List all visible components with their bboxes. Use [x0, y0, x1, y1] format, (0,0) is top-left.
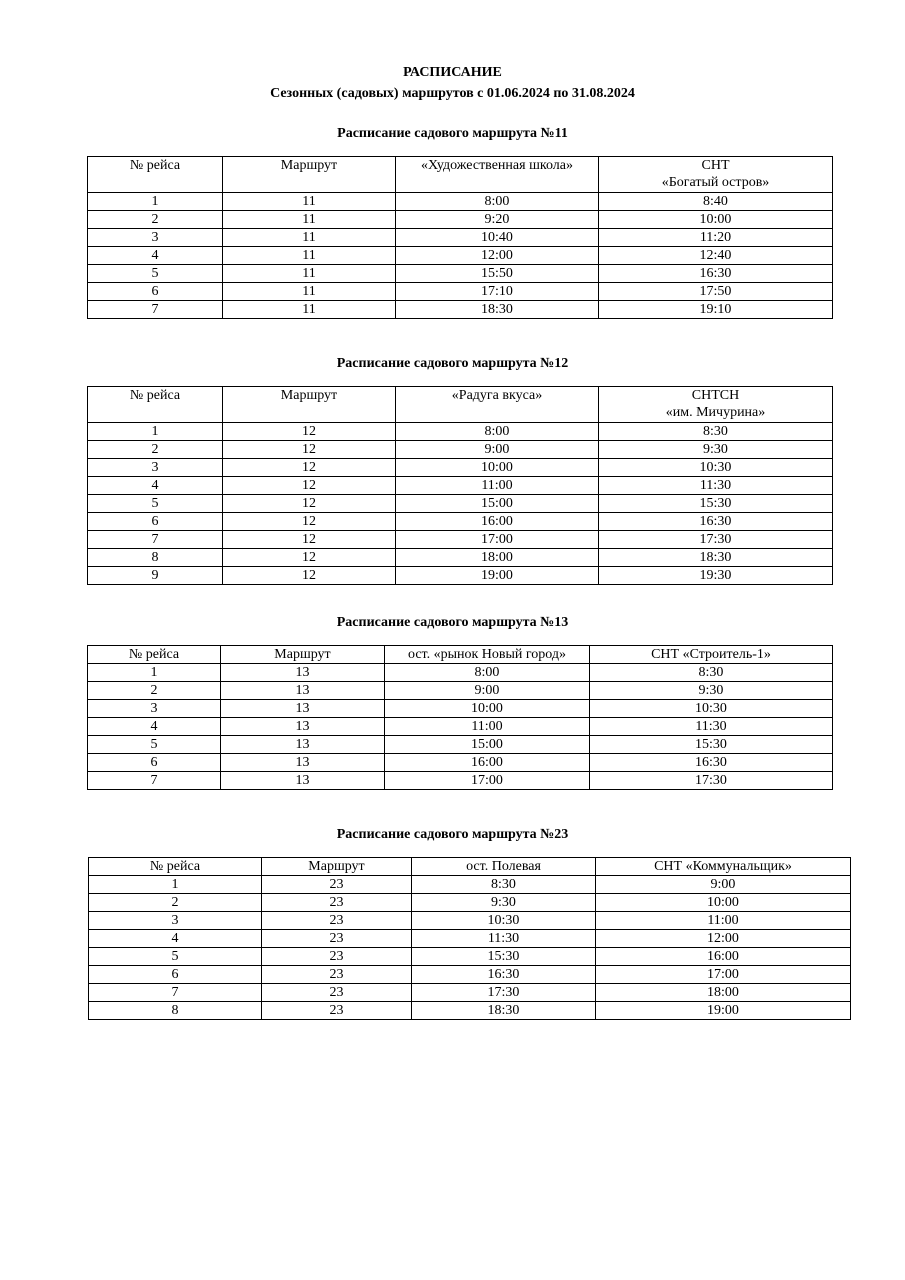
cell-trip-number: 1 [88, 423, 223, 441]
table-header-row [88, 646, 833, 664]
table-row [88, 664, 833, 682]
cell-arrival-stop: 11:30 [599, 477, 833, 495]
cell-route: 11 [223, 283, 396, 301]
cell-trip-number: 4 [88, 247, 223, 265]
cell-arrival-stop: 19:00 [596, 1002, 851, 1020]
table-header-row [88, 387, 833, 423]
table-row [88, 229, 833, 247]
cell-route: 13 [221, 772, 385, 790]
cell-departure-stop: 16:00 [396, 513, 599, 531]
cell-arrival-stop: 9:00 [596, 876, 851, 894]
section-title-route-12: Расписание садового маршрута №12 [336, 356, 569, 371]
cell-arrival-stop: 11:20 [599, 229, 833, 247]
cell-route: 23 [262, 984, 412, 1002]
column-header-text: № рейса [129, 158, 181, 173]
column-header-text: Маршрут [280, 388, 338, 403]
cell-arrival-stop: 18:00 [596, 984, 851, 1002]
cell-departure-stop: 8:00 [396, 193, 599, 211]
cell-route: 23 [262, 894, 412, 912]
column-header-trip-number [88, 646, 221, 664]
section-title-route-13: Расписание садового маршрута №13 [336, 615, 569, 630]
cell-trip-number: 2 [89, 894, 262, 912]
column-header-arrival-stop [599, 387, 833, 423]
section-title-route-23: Расписание садового маршрута №23 [336, 827, 569, 842]
schedule-table-route-13 [87, 645, 833, 790]
cell-departure-stop: 10:40 [396, 229, 599, 247]
cell-arrival-stop: 19:10 [599, 301, 833, 319]
cell-arrival-stop: 11:30 [590, 718, 833, 736]
cell-route: 11 [223, 301, 396, 319]
column-header-route [221, 646, 385, 664]
cell-route: 13 [221, 664, 385, 682]
column-header-route [262, 858, 412, 876]
cell-trip-number: 1 [88, 664, 221, 682]
table-row [88, 459, 833, 477]
column-header-text: «Радуга вкуса» [451, 388, 543, 403]
column-header-route [223, 387, 396, 423]
cell-arrival-stop: 10:30 [590, 700, 833, 718]
cell-trip-number: 3 [88, 229, 223, 247]
cell-departure-stop: 8:30 [412, 876, 596, 894]
table-row [88, 193, 833, 211]
cell-arrival-stop: 19:30 [599, 567, 833, 585]
cell-arrival-stop: 17:30 [590, 772, 833, 790]
column-header-text: СНТ «Коммунальщик» [654, 859, 792, 874]
table-row [88, 247, 833, 265]
cell-arrival-stop: 16:30 [599, 513, 833, 531]
table-header-row [89, 858, 851, 876]
table-row [89, 984, 851, 1002]
cell-route: 13 [221, 682, 385, 700]
cell-route: 12 [223, 549, 396, 567]
column-header-text: ост. Полевая [466, 859, 541, 874]
cell-trip-number: 5 [89, 948, 262, 966]
cell-arrival-stop: 17:00 [596, 966, 851, 984]
table-row [88, 772, 833, 790]
table-row [89, 912, 851, 930]
cell-route: 12 [223, 441, 396, 459]
cell-departure-stop: 10:00 [385, 700, 590, 718]
table-row [88, 567, 833, 585]
column-header-text: № рейса [128, 647, 180, 662]
cell-arrival-stop: 15:30 [590, 736, 833, 754]
cell-trip-number: 4 [89, 930, 262, 948]
cell-arrival-stop: 9:30 [599, 441, 833, 459]
table-row [88, 477, 833, 495]
cell-departure-stop: 9:00 [385, 682, 590, 700]
column-header-text: «им. Мичурина» [665, 405, 766, 420]
cell-departure-stop: 11:00 [396, 477, 599, 495]
column-header-text: СНТСН [691, 388, 740, 403]
table-row [89, 1002, 851, 1020]
column-header-text: «Богатый остров» [661, 175, 770, 190]
column-header-text: СНТ «Строитель-1» [651, 647, 771, 662]
cell-trip-number: 3 [88, 459, 223, 477]
cell-route: 12 [223, 495, 396, 513]
cell-route: 13 [221, 736, 385, 754]
column-header-departure-stop [396, 387, 599, 423]
cell-departure-stop: 11:00 [385, 718, 590, 736]
cell-arrival-stop: 8:40 [599, 193, 833, 211]
cell-departure-stop: 12:00 [396, 247, 599, 265]
cell-route: 13 [221, 754, 385, 772]
schedule-table-route-11 [87, 156, 833, 319]
cell-departure-stop: 15:00 [396, 495, 599, 513]
table-row [88, 549, 833, 567]
table-row [89, 948, 851, 966]
column-header-text: № рейса [129, 388, 181, 403]
cell-trip-number: 8 [88, 549, 223, 567]
cell-departure-stop: 18:00 [396, 549, 599, 567]
cell-route: 23 [262, 912, 412, 930]
table-row [88, 265, 833, 283]
cell-trip-number: 6 [88, 513, 223, 531]
cell-route: 11 [223, 247, 396, 265]
cell-arrival-stop: 9:30 [590, 682, 833, 700]
column-header-departure-stop [385, 646, 590, 664]
cell-departure-stop: 18:30 [412, 1002, 596, 1020]
cell-trip-number: 6 [89, 966, 262, 984]
cell-arrival-stop: 18:30 [599, 549, 833, 567]
cell-arrival-stop: 16:00 [596, 948, 851, 966]
cell-trip-number: 7 [88, 531, 223, 549]
cell-departure-stop: 9:20 [396, 211, 599, 229]
cell-departure-stop: 17:00 [396, 531, 599, 549]
cell-trip-number: 2 [88, 682, 221, 700]
table-row [88, 682, 833, 700]
cell-trip-number: 7 [89, 984, 262, 1002]
page-title: РАСПИСАНИЕ [403, 65, 502, 80]
cell-trip-number: 6 [88, 283, 223, 301]
cell-departure-stop: 16:00 [385, 754, 590, 772]
cell-trip-number: 4 [88, 718, 221, 736]
column-header-text: Маршрут [274, 647, 331, 662]
table-row [89, 966, 851, 984]
cell-route: 11 [223, 193, 396, 211]
cell-arrival-stop: 8:30 [590, 664, 833, 682]
column-header-arrival-stop [599, 157, 833, 193]
column-header-trip-number [88, 387, 223, 423]
cell-arrival-stop: 12:40 [599, 247, 833, 265]
column-header-text: Маршрут [308, 859, 365, 874]
table-row [88, 423, 833, 441]
table-row [88, 700, 833, 718]
column-header-trip-number [89, 858, 262, 876]
cell-trip-number: 9 [88, 567, 223, 585]
column-header-route [223, 157, 396, 193]
cell-route: 12 [223, 531, 396, 549]
column-header-departure-stop [412, 858, 596, 876]
table-row [89, 894, 851, 912]
section-title-route-11: Расписание садового маршрута №11 [337, 126, 568, 141]
cell-departure-stop: 10:00 [396, 459, 599, 477]
table-row [88, 495, 833, 513]
schedule-table-route-12 [87, 386, 833, 585]
cell-trip-number: 1 [88, 193, 223, 211]
table-row [89, 930, 851, 948]
cell-trip-number: 8 [89, 1002, 262, 1020]
table-row [88, 441, 833, 459]
cell-trip-number: 3 [88, 700, 221, 718]
cell-arrival-stop: 8:30 [599, 423, 833, 441]
table-row [88, 531, 833, 549]
cell-arrival-stop: 16:30 [599, 265, 833, 283]
cell-route: 12 [223, 423, 396, 441]
cell-departure-stop: 11:30 [412, 930, 596, 948]
column-header-text: ост. «рынок Новый город» [407, 647, 567, 662]
cell-trip-number: 3 [89, 912, 262, 930]
column-header-departure-stop [396, 157, 599, 193]
cell-arrival-stop: 17:50 [599, 283, 833, 301]
cell-arrival-stop: 17:30 [599, 531, 833, 549]
cell-departure-stop: 10:30 [412, 912, 596, 930]
table-row [88, 283, 833, 301]
cell-route: 23 [262, 876, 412, 894]
cell-departure-stop: 19:00 [396, 567, 599, 585]
cell-departure-stop: 15:00 [385, 736, 590, 754]
page-subtitle: Сезонных (садовых) маршрутов с 01.06.2024 по 31.08.2024 [270, 86, 635, 101]
cell-trip-number: 7 [88, 301, 223, 319]
cell-departure-stop: 16:30 [412, 966, 596, 984]
column-header-arrival-stop [596, 858, 851, 876]
schedule-table-route-23 [88, 857, 851, 1020]
cell-trip-number: 7 [88, 772, 221, 790]
cell-arrival-stop: 12:00 [596, 930, 851, 948]
column-header-text: СНТ [701, 158, 730, 173]
cell-route: 11 [223, 211, 396, 229]
cell-route: 11 [223, 229, 396, 247]
column-header-text: № рейса [149, 859, 201, 874]
cell-departure-stop: 17:30 [412, 984, 596, 1002]
cell-arrival-stop: 15:30 [599, 495, 833, 513]
cell-trip-number: 2 [88, 211, 223, 229]
cell-trip-number: 2 [88, 441, 223, 459]
cell-departure-stop: 15:30 [412, 948, 596, 966]
cell-route: 11 [223, 265, 396, 283]
cell-departure-stop: 8:00 [396, 423, 599, 441]
cell-departure-stop: 9:00 [396, 441, 599, 459]
column-header-text: Маршрут [280, 158, 338, 173]
cell-route: 12 [223, 567, 396, 585]
cell-departure-stop: 17:10 [396, 283, 599, 301]
cell-route: 13 [221, 718, 385, 736]
cell-route: 23 [262, 948, 412, 966]
column-header-trip-number [88, 157, 223, 193]
cell-trip-number: 1 [89, 876, 262, 894]
table-row [88, 513, 833, 531]
cell-trip-number: 5 [88, 495, 223, 513]
cell-route: 23 [262, 930, 412, 948]
table-row [88, 211, 833, 229]
table-row [88, 736, 833, 754]
table-row [88, 301, 833, 319]
table-row [88, 754, 833, 772]
cell-arrival-stop: 10:00 [596, 894, 851, 912]
table-row [88, 718, 833, 736]
cell-departure-stop: 15:50 [396, 265, 599, 283]
cell-arrival-stop: 10:30 [599, 459, 833, 477]
table-row [89, 876, 851, 894]
cell-trip-number: 5 [88, 736, 221, 754]
cell-departure-stop: 17:00 [385, 772, 590, 790]
cell-departure-stop: 18:30 [396, 301, 599, 319]
cell-departure-stop: 9:30 [412, 894, 596, 912]
cell-departure-stop: 8:00 [385, 664, 590, 682]
cell-route: 13 [221, 700, 385, 718]
column-header-text: «Художественная школа» [421, 158, 573, 173]
cell-trip-number: 4 [88, 477, 223, 495]
cell-route: 23 [262, 1002, 412, 1020]
cell-route: 12 [223, 477, 396, 495]
cell-route: 12 [223, 513, 396, 531]
cell-arrival-stop: 10:00 [599, 211, 833, 229]
cell-route: 23 [262, 966, 412, 984]
column-header-arrival-stop [590, 646, 833, 664]
cell-arrival-stop: 16:30 [590, 754, 833, 772]
cell-arrival-stop: 11:00 [596, 912, 851, 930]
cell-trip-number: 6 [88, 754, 221, 772]
cell-trip-number: 5 [88, 265, 223, 283]
table-header-row [88, 157, 833, 193]
cell-route: 12 [223, 459, 396, 477]
